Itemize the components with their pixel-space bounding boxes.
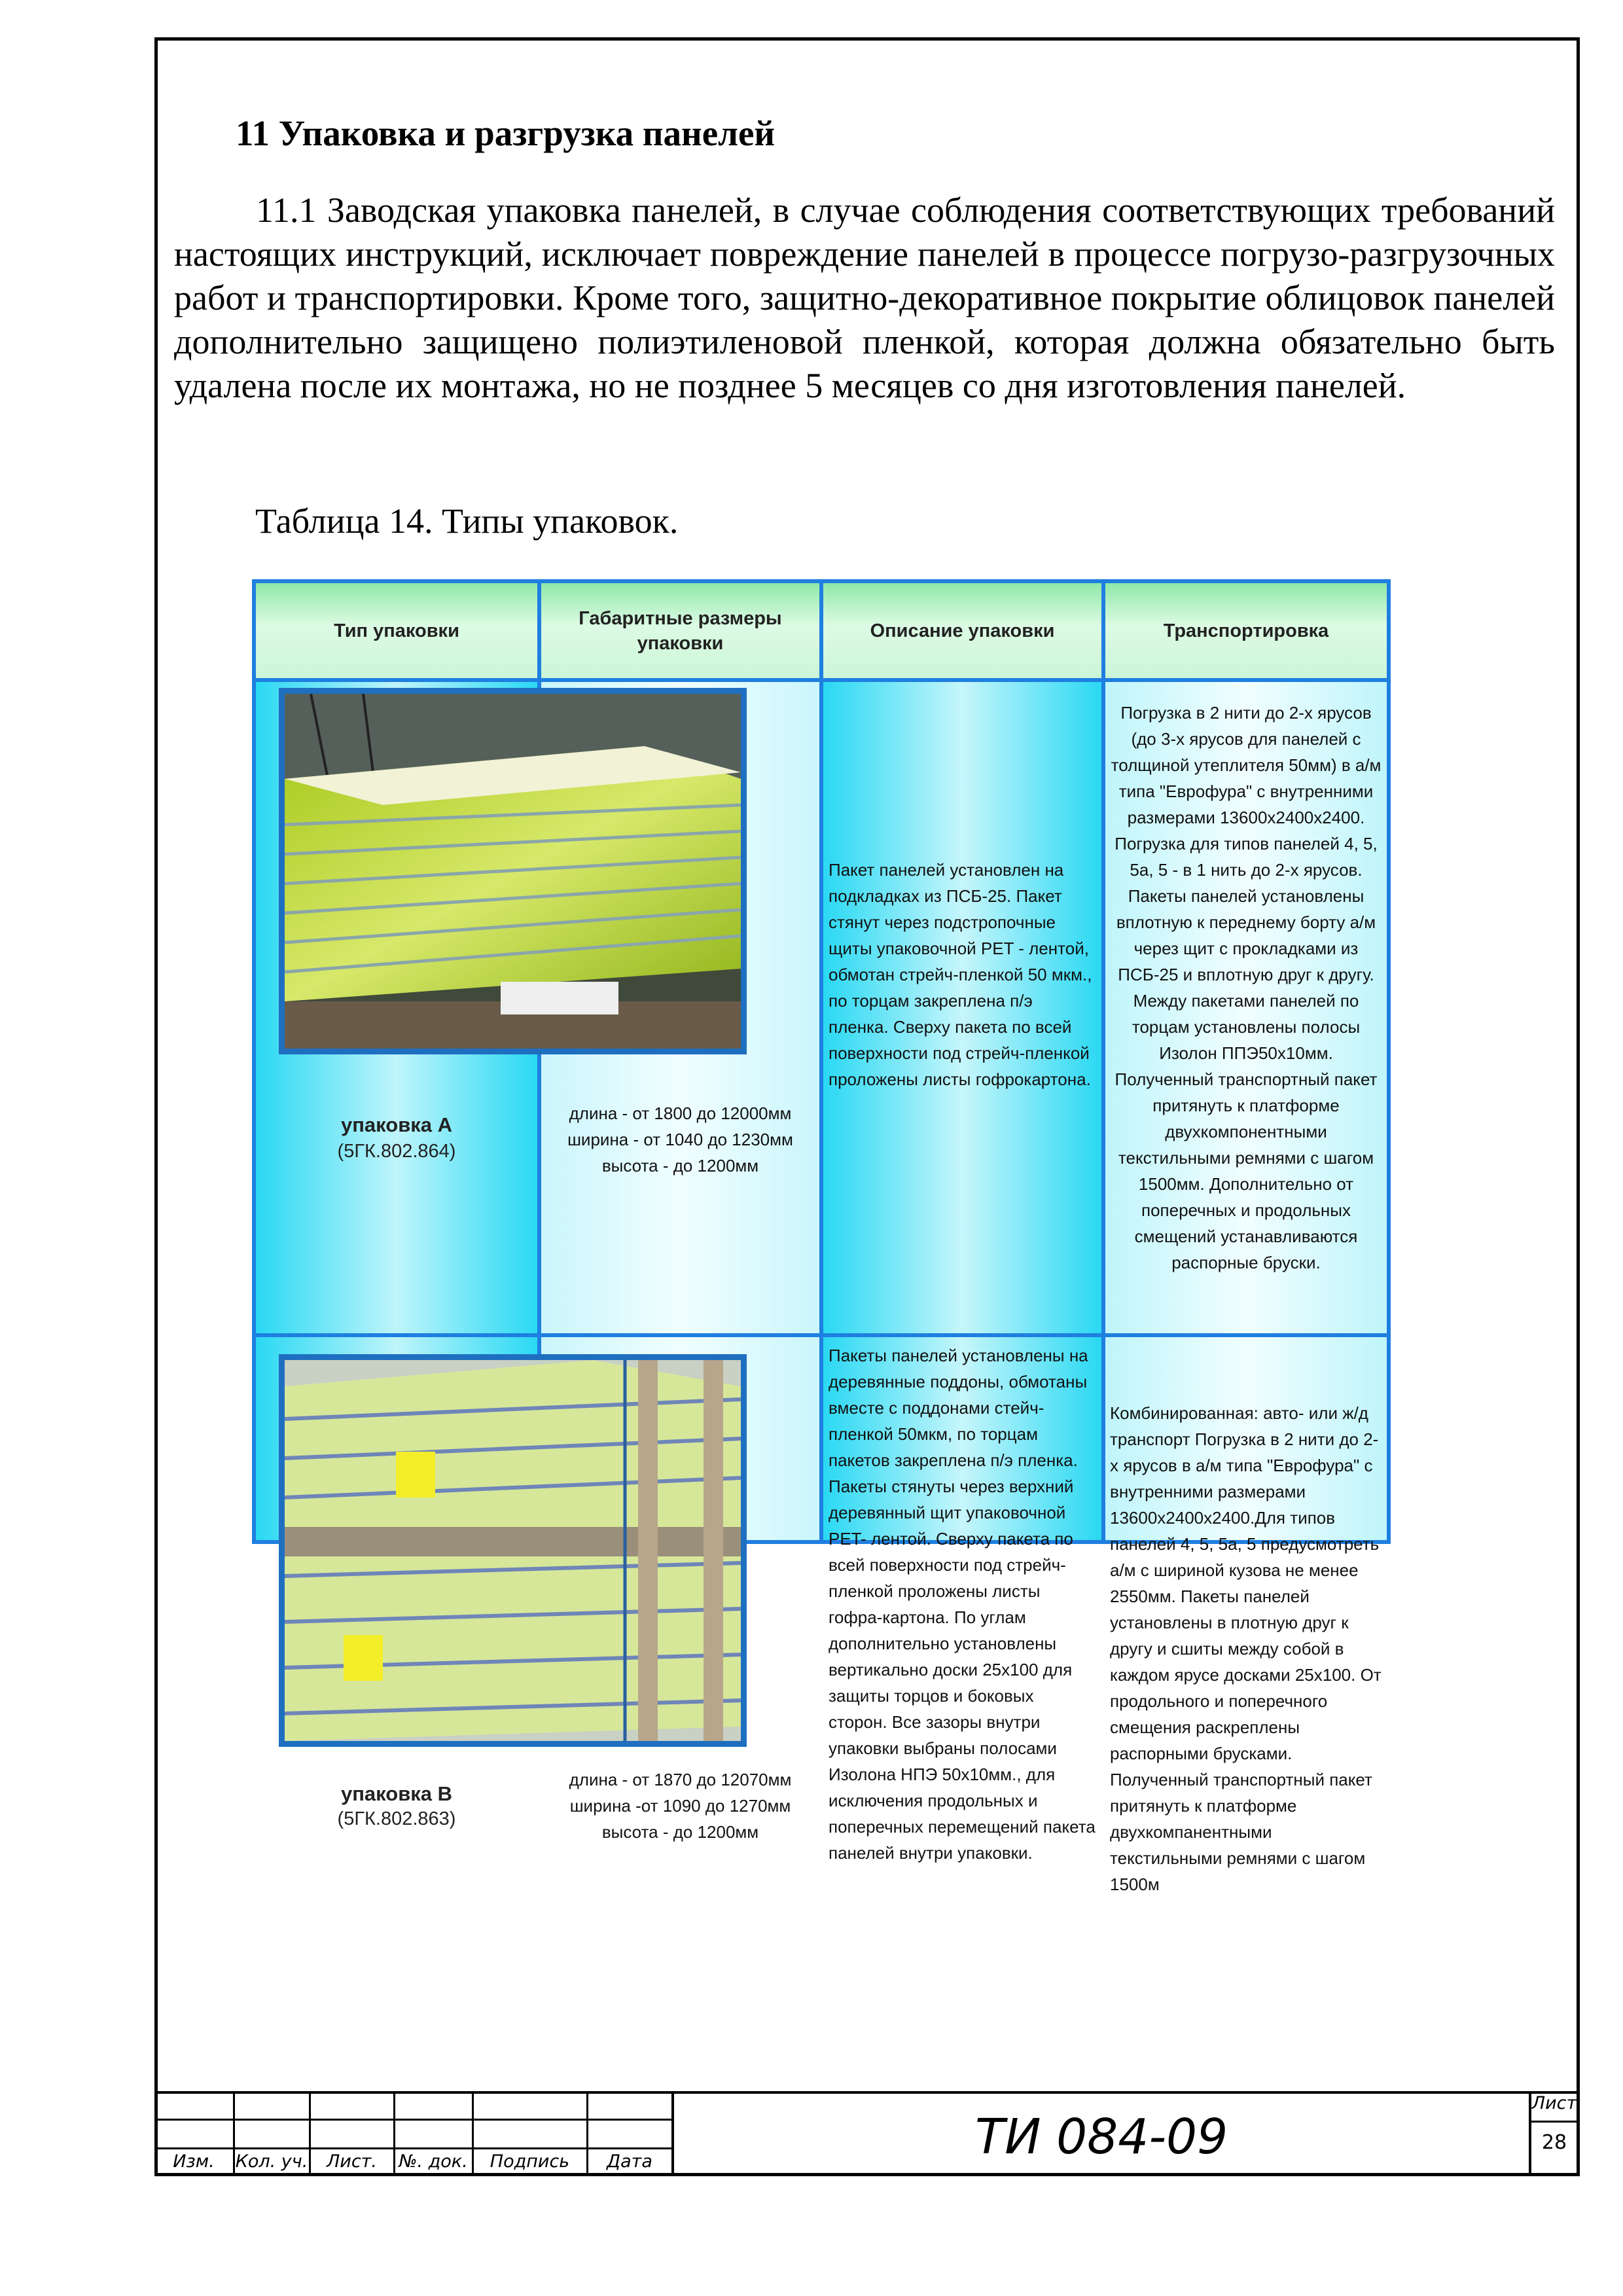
package-b-transport: Комбинированная: авто- или ж/д транспорт Погрузка в 2 нити до 2-х ярусов в а/м типа "Еврофура" с внутренними размерами 13600х2400х2400.Для типов панелей 4, 5, 5а, 5 предусмотреть а/м с шириной кузова не менее 2550мм. Пакеты панелей установлены в плотную друг к другу и сшиты между собой в каждом ярусе досками 25х100. От продольного и поперечного смещения раскреплены распорными брусками. Полученный транспортный пакет притянуть к платформе двухкомпанентными текстильными ремнями с шагом 1500м: [1110, 1403, 1382, 1894]
package-b-name: упаковка В: [340, 1782, 453, 1805]
package-a-dims: длина - от 1800 до 12000мм ширина - от 1040 до 1230мм высота - до 1200мм: [567, 1103, 793, 1175]
stamp-label-qty: Кол. уч.: [235, 2151, 308, 2172]
header-description: Описание упаковки: [823, 583, 1101, 678]
document-code: ТИ 084-09: [975, 2109, 1228, 2165]
package-b-dims: длина - от 1870 до 12070мм ширина -от 1090 до 1270мм высота - до 1200мм: [569, 1770, 792, 1842]
table-divider: [256, 1333, 1387, 1337]
stamp-label-signature: Подпись: [490, 2151, 570, 2172]
header-type: Тип упаковки: [256, 583, 537, 678]
header-dims: Габаритные размеры упаковки: [541, 583, 819, 678]
table-divider: [819, 583, 823, 1540]
sheet-label: Лист: [1531, 2093, 1577, 2113]
section-heading: 11 Упаковка и разгрузка панелей: [236, 113, 776, 153]
stamp-label-date: Дата: [607, 2151, 652, 2172]
package-b-photo: [279, 1354, 747, 1747]
package-a-photo: [279, 688, 747, 1054]
package-b-image: [285, 1360, 741, 1741]
package-a-transport: Погрузка в 2 нити до 2-х ярусов (до 3-х ярусов для панелей с толщиной утеплителя 50мм) в а/м типа "Еврофура" с внутренними размерами 13600х2400х2400. Погрузка для типов панелей 4, 5, 5а, 5 - в 1 нить до 2-х ярусов. Пакеты панелей установлены вплотную к переднему борту а/м через щит с прокладками из ПСБ-25 и вплотную друг к другу. Между пакетами панелей по торцам установлены полосы Изолон ППЭ50х10мм. Полученный транспортный пакет притянуть к платформе двухкомпонентными текстильными ремнями с шагом 1500мм. Дополнительно от поперечных и продольных смещений устанавливаются распорные бруски.: [1111, 703, 1382, 1272]
sheet-number: 28: [1541, 2131, 1567, 2154]
stamp-label-sheet: Лист.: [326, 2151, 377, 2172]
package-b-code: (5ГК.802.863): [337, 1808, 456, 1829]
package-a-description: Пакет панелей установлен на подкладках из ПСБ-25. Пакет стянут через подстропочные щиты упаковочной PET - лентой, обмотан стрейч-пленкой 50 мкм., по торцам закреплена п/э пленка. Сверху пакета по всей поверхности под стрейч-пленкой проложены листы гофрокартона.: [829, 860, 1092, 1089]
packaging-table: [252, 579, 1391, 1894]
table-divider: [256, 678, 1387, 682]
package-b-description: Пакеты панелей установлены на деревянные поддоны, обмотаны вместе с поддонами стейч-пленкой 50мкм, по торцам пакетов закреплена п/э пленка. Пакеты стянуты через верхний деревянный щит упаковочной PET- лентой. Сверху пакета по всей поверхности под стрейч-пленкой проложены листы гофра-картона. По углам дополнительно установлены вертикально доски 25х100 для защиты торцов и боковых сторон. Все зазоры внутри упаковки выбраны полосами Изолона НПЭ 50х10мм., для исключения продольных и поперечных перемещений пакета панелей внутри упаковки.: [829, 1346, 1096, 1863]
title-block: [154, 2091, 1580, 2176]
section-paragraph: 11.1 Заводская упаковка панелей, в случае соблюдения соответствующих требований настоящих инструкций, исключает повреждение панелей в процессе погрузо-разгрузочных работ и транспортировки. Кроме того, защитно-декоративное покрытие облицовок панелей дополнительно защищено полиэтиленовой пленкой, которая должна обязательно быть удалена после их монтажа, но не позднее 5 месяцев со дня изготовления панелей.: [174, 190, 1555, 405]
header-transport: Транспортировка: [1105, 583, 1387, 678]
stamp-label-change: Изм.: [173, 2151, 215, 2172]
table-divider: [1101, 583, 1105, 1540]
package-a-image: [285, 694, 741, 1049]
package-a-code: (5ГК.802.864): [337, 1141, 456, 1162]
stamp-label-docnum: №. док.: [399, 2151, 468, 2172]
table-caption: Таблица 14. Типы упаковок.: [255, 501, 679, 541]
package-a-name: упаковка А: [340, 1113, 453, 1136]
